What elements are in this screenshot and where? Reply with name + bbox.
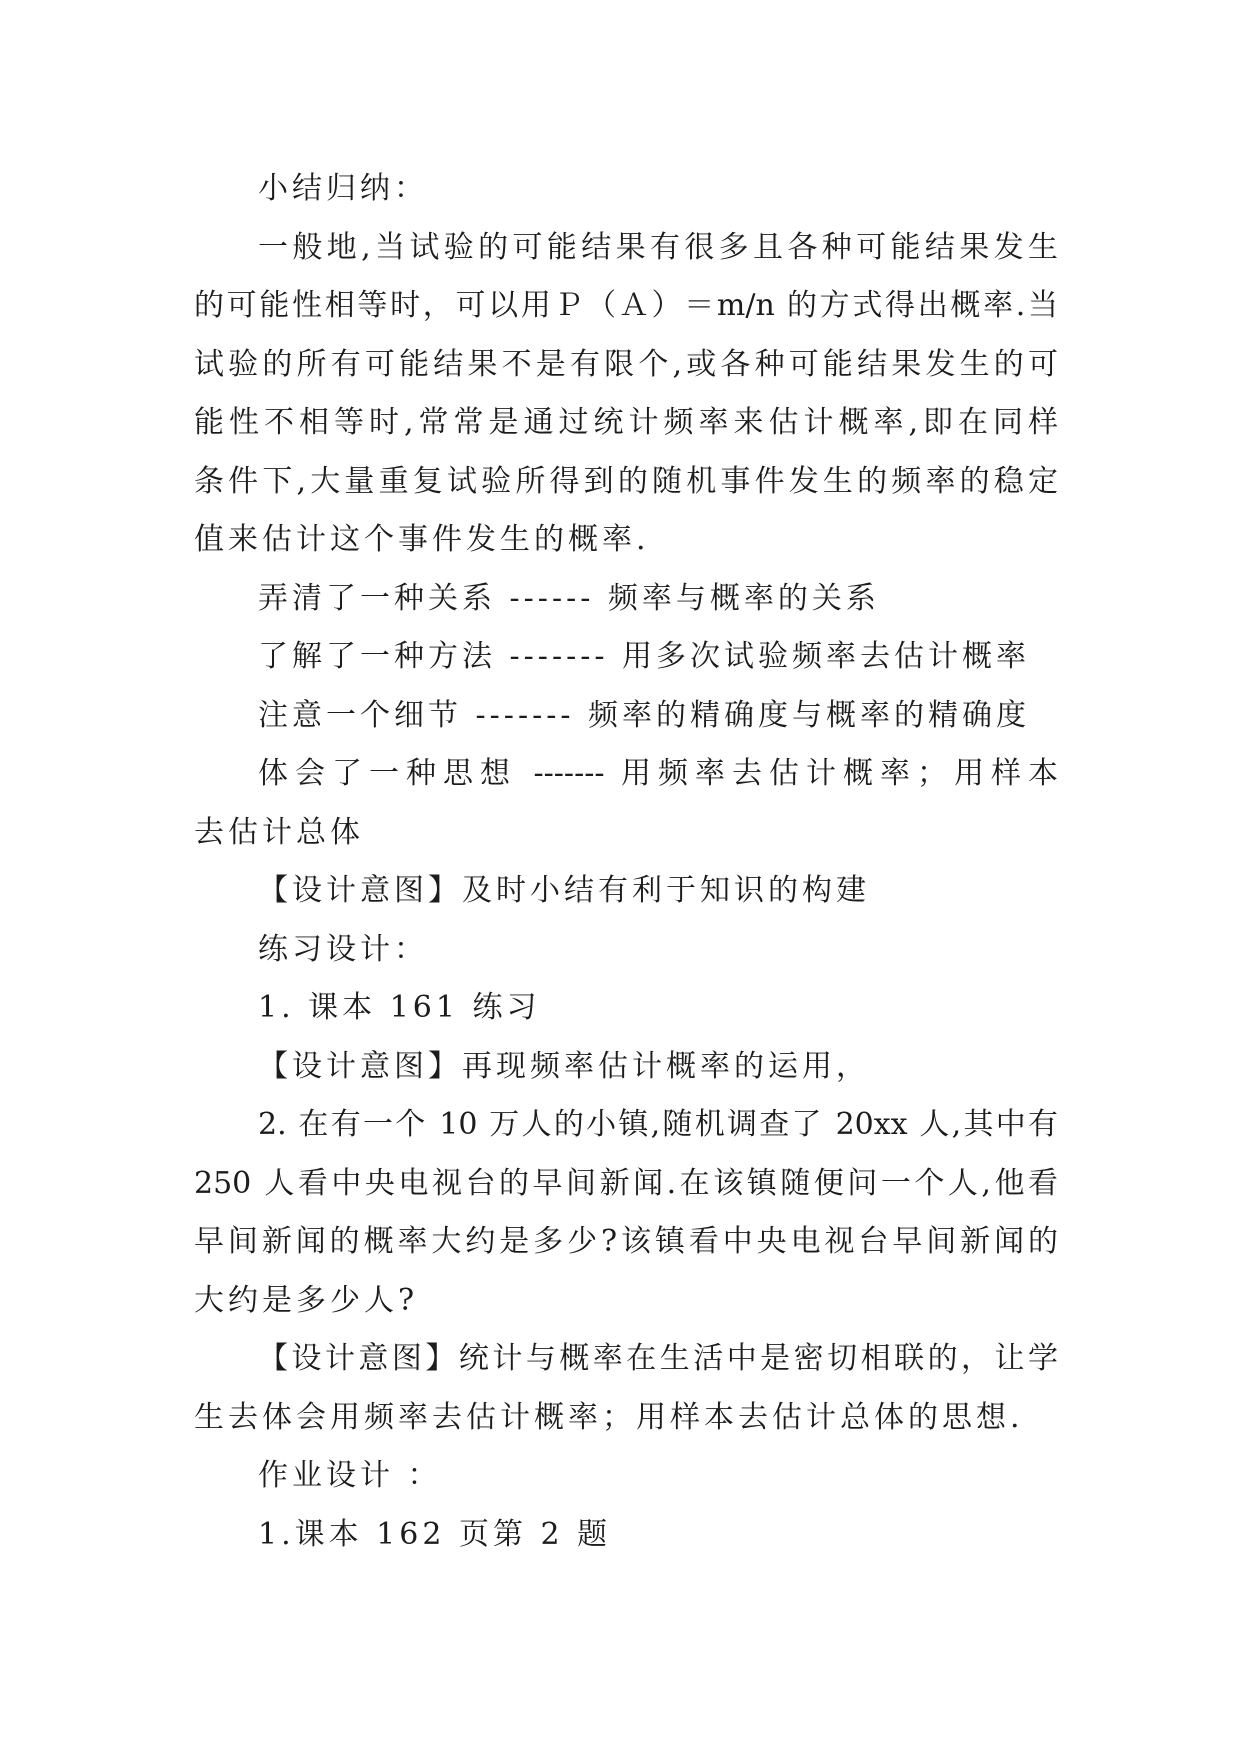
paragraph-line: 1. 课本 161 练习	[258, 990, 541, 1025]
paragraph-line: 了解了一种方法 ------- 用多次试验频率去估计概率	[258, 639, 1031, 674]
paragraph-line: 试验的所有可能结果不是有限个,或各种可能结果发生的可	[194, 346, 1058, 382]
paragraph-line: 条件下,大量重复试验所得到的随机事件发生的频率的稳定	[194, 463, 1058, 499]
takeaway-detail	[194, 687, 1058, 746]
paragraph-line: 一般地,当试验的可能结果有很多且各种可能结果发生	[258, 229, 1058, 265]
document-body	[194, 160, 1058, 1564]
takeaway-relation	[194, 570, 1058, 629]
design-intent-paragraph	[194, 862, 1058, 921]
practice-heading-paragraph	[194, 921, 1058, 980]
homework-heading: 作业设计 ：	[258, 1458, 442, 1493]
summary-heading-paragraph	[194, 160, 1058, 219]
summary-body-paragraph	[194, 219, 1058, 570]
summary-heading: 小结归纳：	[258, 171, 428, 206]
paragraph-line: 【设计意图】再现频率估计概率的运用，	[258, 1048, 870, 1084]
paragraph-line: 生去体会用频率去估计概率；用样本去估计总体的思想.	[194, 1399, 1024, 1435]
practice-item-1	[194, 979, 1058, 1038]
paragraph-line: 2. 在有一个 10 万人的小镇,随机调查了 20xx 人,其中有	[258, 1107, 1058, 1142]
paragraph-line: 1.课本 162 页第 2 题	[258, 1516, 612, 1552]
paragraph-line: 体会了一种思想 ------- 用频率去估计概率；用样本	[258, 756, 1058, 791]
paragraph-line: 大约是多少人?	[194, 1282, 419, 1318]
paragraph-line: 值来估计这个事件发生的概率.	[194, 522, 650, 557]
paragraph-line: 能性不相等时,常常是通过统计频率来估计概率,即在同样	[194, 405, 1058, 440]
paragraph-line: 【设计意图】及时小结有利于知识的构建	[258, 873, 870, 908]
design-intent-paragraph	[194, 1330, 1058, 1447]
design-intent-paragraph	[194, 1038, 1058, 1097]
paragraph-line: 注意一个细节 ------- 频率的精确度与概率的精确度	[258, 697, 1031, 733]
paragraph-line: 的可能性相等时，可以用Ｐ（Ａ）＝m/n 的方式得出概率.当	[194, 288, 1058, 323]
homework-item-1	[194, 1506, 1058, 1565]
paragraph-line: 弄清了一种关系 ------ 频率与概率的关系	[258, 580, 880, 616]
practice-heading: 练习设计：	[258, 931, 428, 967]
homework-heading-paragraph	[194, 1447, 1058, 1506]
paragraph-line: 250 人看中央电视台的早间新闻.在该镇随便问一个人,他看	[194, 1165, 1058, 1201]
takeaway-method	[194, 628, 1058, 687]
takeaway-idea	[194, 745, 1058, 862]
paragraph-line: 【设计意图】统计与概率在生活中是密切相联的，让学	[258, 1341, 1058, 1376]
paragraph-line: 去估计总体	[194, 814, 364, 850]
paragraph-line: 早间新闻的概率大约是多少?该镇看中央电视台早间新闻的	[194, 1224, 1058, 1259]
practice-item-2	[194, 1096, 1058, 1330]
